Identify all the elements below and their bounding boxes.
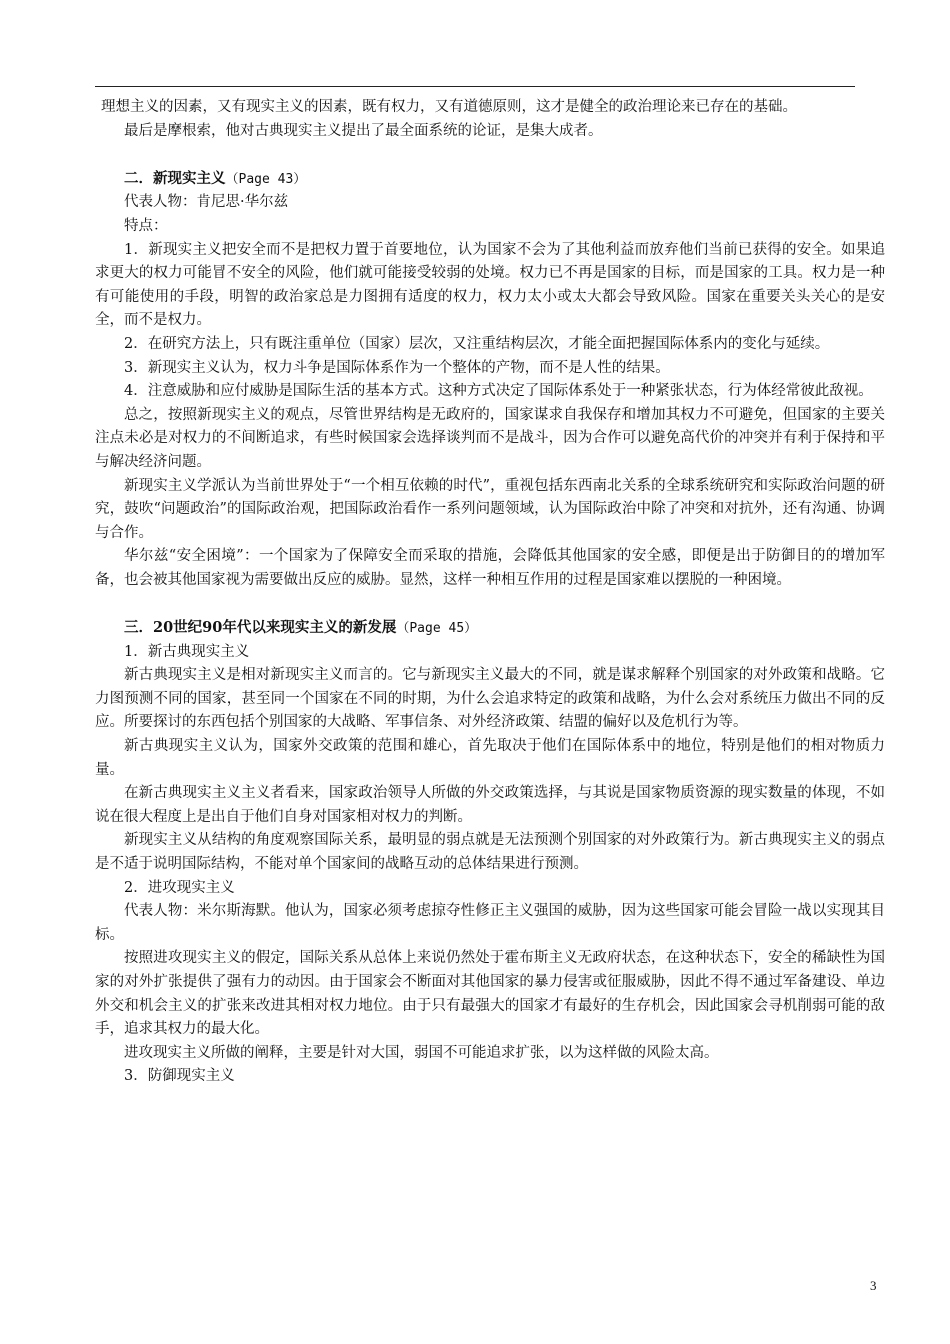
page-reference: （Page 43） [225,171,307,187]
paragraph: 1．新现实主义把安全而不是把权力置于首要地位，认为国家不会为了其他利益而放弃他们当前已获得的安全。如果追求更大的权力可能冒不安全的风险，他们就可能接受较弱的处境。权力已不再是国家的目标，而是国家的工具。权力是一种有可能使用的手段，明智的政治家总是力图拥有适度的权力，权力太小或太大都会导致风险。国家在重要关头关心的是安全，而不是权力。 [95,241,885,329]
paragraph: 华尔兹“安全困境”：一个国家为了保障安全而采取的措施，会降低其他国家的安全感，即便是出于防御目的的增加军备，也会被其他国家视为需要做出反应的威胁。显然，这样一种相互作用的过程是国家难以摆脱的一种困境。 [95,548,885,588]
paragraph: 进攻现实主义所做的阐释，主要是针对大国，弱国不可能追求扩张，以为这样做的风险太高。 [124,1044,719,1061]
paragraph: 新古典现实主义是相对新现实主义而言的。它与新现实主义最大的不同，就是谋求解释个别国家的对外政策和战略。它力图预测不同的国家，甚至同一个国家在不同的时期，为什么会追求特定的政策和战略，为什么会对系统压力做出不同的反应。所要探讨的东西包括个别国家的大战略、军事信条、对外经济政策、结盟的偏好以及危机行为等。 [95,667,885,731]
paragraph: 4．注意威胁和应付威胁是国际生活的基本方式。这种方式决定了国际体系处于一种紧张状态，行为体经常彼此敌视。 [124,383,873,400]
paragraph: 代表人物：肯尼思·华尔兹 [124,194,289,211]
paragraph: 代表人物：米尔斯海默。他认为，国家必须考虑掠夺性修正主义强国的威胁，因为这些国家可能会冒险一战以实现其目标。 [95,903,885,943]
paragraph: 最后是摩根索，他对古典现实主义提出了最全面系统的论证，是集大成者。 [124,122,603,139]
paragraph: 新现实主义学派认为当前世界处于“一个相互依赖的时代”，重视包括东西南北关系的全球系统研究和实际政治问题的研究，鼓吹“问题政治”的国际政治观，把国际政治看作一系列问题领域，认为国际政治中除了冲突和对抗外，还有沟通、协调与合作。 [95,477,885,541]
section-title: 三．20世纪90年代以来现实主义的新发展 [124,619,397,637]
spacer [95,592,885,616]
paragraph: 2．进攻现实主义 [124,879,235,896]
paragraph: 理想主义的因素，又有现实主义的因素，既有权力，又有道德原则，这才是健全的政治理论来已存在的基础。 [101,99,797,115]
paragraph: 3．新现实主义认为，权力斗争是国际体系作为一个整体的产物，而不是人性的结果。 [124,359,670,376]
page-number: 3 [870,1278,877,1293]
paragraph: 在新古典现实主义主义者看来，国家政治领导人所做的外交政策选择，与其说是国家物质资源的现实数量的体现，不如说在很大程度上是出自于他们自身对国家相对权力的判断。 [95,785,885,825]
spacer [95,143,885,167]
paragraph: 3．防御现实主义 [124,1068,235,1085]
paragraph: 按照进攻现实主义的假定，国际关系从总体上来说仍然处于霍布斯主义无政府状态，在这种状态下，安全的稀缺性为国家的对外扩张提供了强有力的动因。由于国家会不断面对其他国家的暴力侵害或征服威胁，因此不得不通过军备建设、单边外交和机会主义的扩张来改进其相对权力地位。由于只有最强大的国家才有最好的生存机会，因此国家会寻机削弱可能的敌手，追求其权力的最大化。 [95,950,885,1038]
paragraph: 特点： [124,217,168,234]
paragraph: 总之，按照新现实主义的观点，尽管世界结构是无政府的，国家谋求自我保存和增加其权力不可避免，但国家的主要关注点未必是对权力的不间断追求，有些时候国家会选择谈判而不是战斗，因为合作可以避免高代价的冲突并有利于保持和平与解决经济问题。 [95,406,885,470]
section-heading [95,616,885,641]
document-body [95,96,885,1089]
paragraph: 新古典现实主义认为，国家外交政策的范围和雄心，首先取决于他们在国际体系中的地位，特别是他们的相对物质力量。 [95,738,885,778]
paragraph: 1．新古典现实主义 [124,643,250,660]
section-title: 二．新现实主义 [124,169,226,187]
page-reference: （Page 45） [396,621,478,637]
paragraph: 2．在研究方法上，只有既注重单位（国家）层次，又注重结构层次，才能全面把握国际体系内的变化与延续。 [124,335,830,352]
section-heading [95,167,885,192]
paragraph: 新现实主义从结构的角度观察国际关系，最明显的弱点就是无法预测个别国家的对外政策行为。新古典现实主义的弱点是不适于说明国际结构，不能对单个国家间的战略互动的总体结果进行预测。 [95,832,885,872]
header-rule [95,86,855,87]
